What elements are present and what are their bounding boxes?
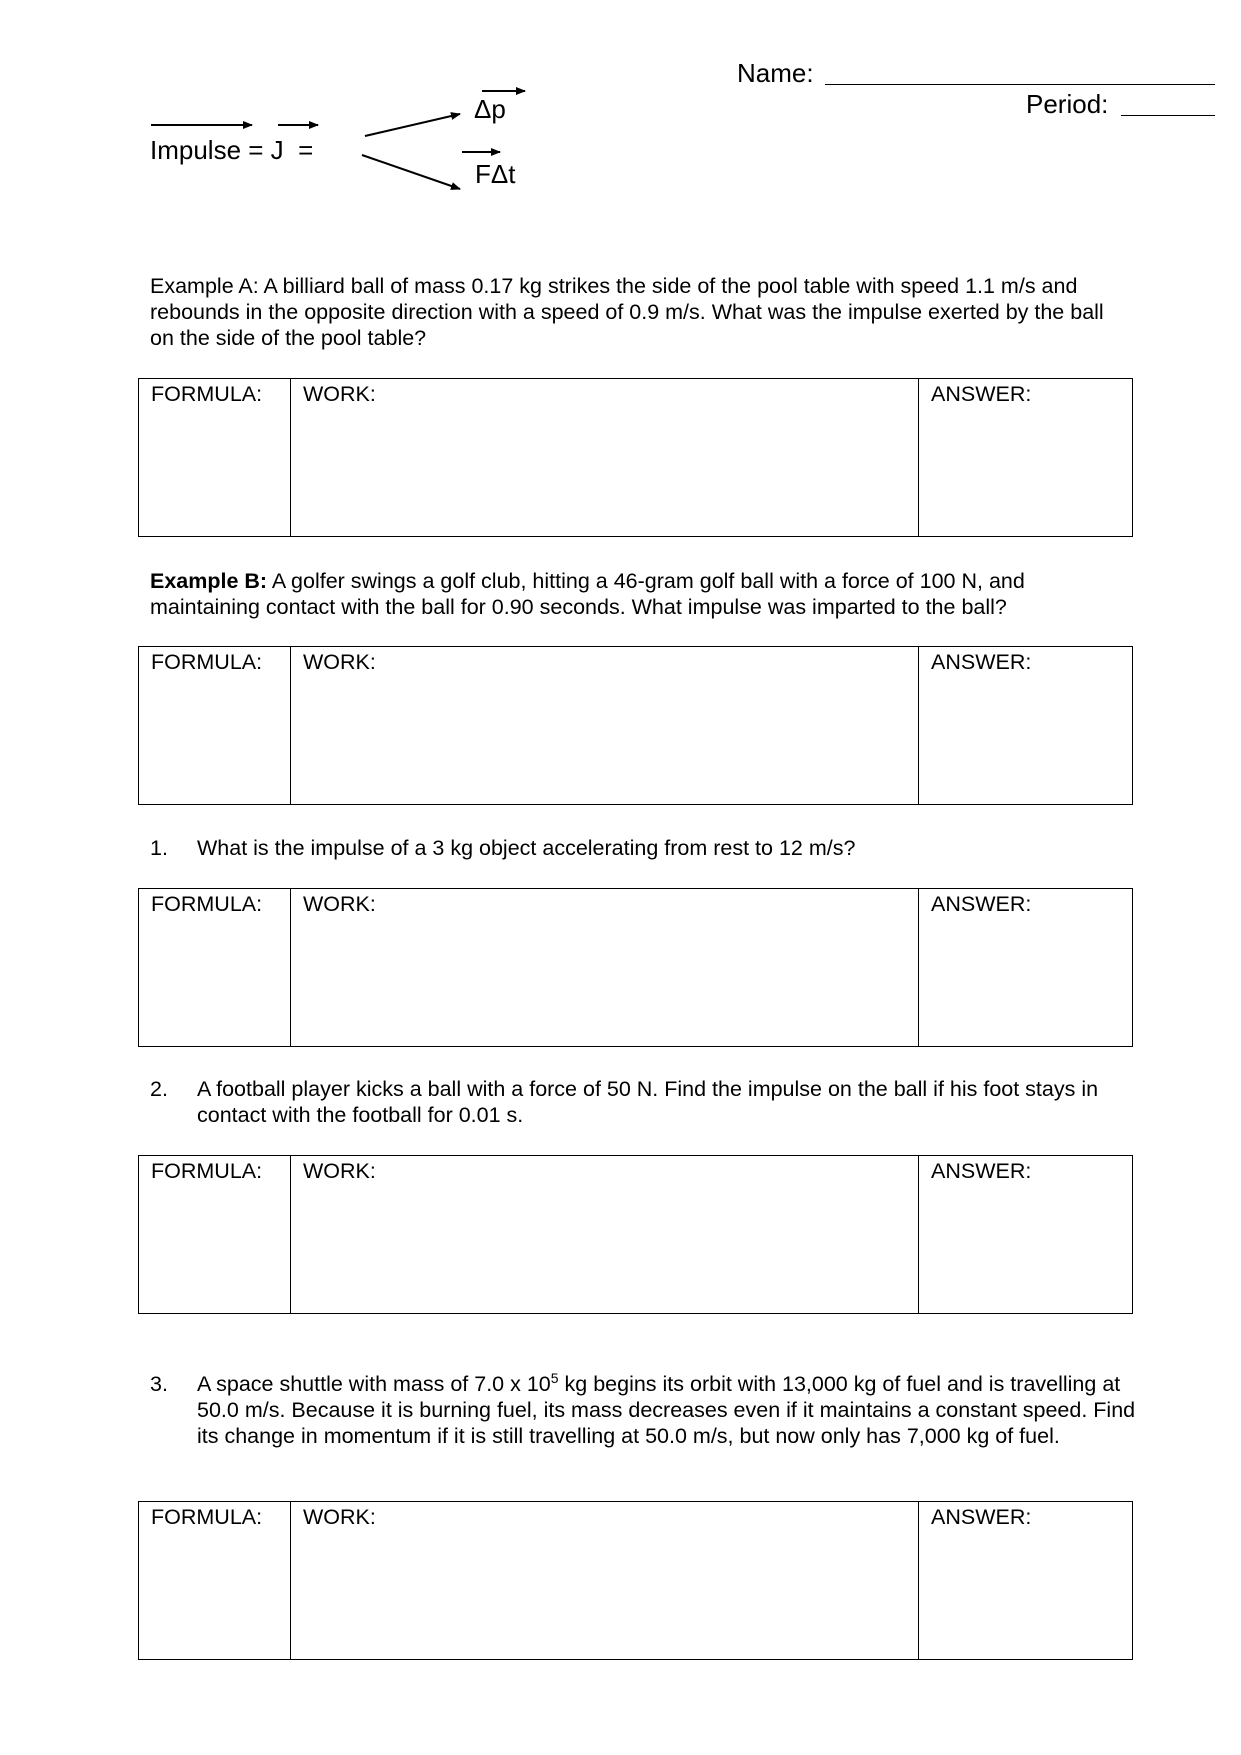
answer-label: ANSWER: (931, 892, 1032, 916)
answer-box-example-b (138, 646, 1133, 805)
q3-number: 3. (150, 1372, 168, 1396)
branch-arrow-up (365, 114, 460, 136)
formula-label: FORMULA: (151, 650, 263, 674)
formula-label: FORMULA: (151, 382, 263, 406)
formula-label: FORMULA: (151, 1159, 263, 1183)
q1-text: What is the impulse of a 3 kg object accelerating from rest to 12 m/s? (197, 836, 856, 860)
answer-label: ANSWER: (931, 1505, 1032, 1529)
answer-box-q1 (138, 888, 1133, 1047)
work-label: WORK: (303, 1159, 376, 1183)
answer-box-q2 (138, 1155, 1133, 1314)
answer-label: ANSWER: (931, 382, 1032, 406)
example-b-text (150, 568, 1130, 620)
formula-label: FORMULA: (151, 1505, 263, 1529)
answer-box-example-a (138, 378, 1133, 537)
q3-exponent: 5 (550, 1369, 559, 1386)
formula-arrows (0, 0, 560, 220)
q2-number: 2. (150, 1077, 168, 1101)
formula-label: FORMULA: (151, 892, 263, 916)
name-field[interactable] (825, 84, 1215, 85)
work-label: WORK: (303, 892, 376, 916)
impulse-formula-lhs: Impulse = J = (150, 135, 314, 165)
q1-number: 1. (150, 836, 168, 860)
example-a-text: Example A: A billiard ball of mass 0.17 kg strikes the side of the pool table with speed 1.1 m/s and rebounds in the opposite direction with a speed of 0.9 m/s. What was the impulse exerted by the ball on the side of the pool table? (150, 274, 1104, 350)
q3-text (197, 1371, 1137, 1449)
work-label: WORK: (303, 382, 376, 406)
work-label: WORK: (303, 1505, 376, 1529)
q3-text-end: kg begins its orbit with 13,000 kg of fuel and is travelling at 50.0 m/s. Because it is burning fuel, its mass decreases even if it maintains a constant speed. Find its change in momentum if it is still travelling at 50.0 m/s, but now only has 7,000 kg of fuel. (197, 1372, 1136, 1448)
period-label: Period: (1026, 89, 1109, 119)
example-b-heading: Example B: (150, 569, 268, 593)
branch-arrow-down (362, 155, 460, 189)
work-label: WORK: (303, 650, 376, 674)
q3-text-start: A space shuttle with mass of 7.0 x 10 (197, 1372, 551, 1396)
answer-box-q3 (138, 1501, 1133, 1660)
answer-label: ANSWER: (931, 650, 1032, 674)
example-b-body: A golfer swings a golf club, hitting a 46-gram golf ball with a force of 100 N, and maintaining contact with the ball for 0.90 seconds. What impulse was imparted to the ball? (150, 569, 1025, 619)
name-label: Name: (737, 58, 814, 88)
q2-text: A football player kicks a ball with a force of 50 N. Find the impulse on the ball if his foot stays in contact with the football for 0.01 s. (197, 1077, 1099, 1127)
answer-label: ANSWER: (931, 1159, 1032, 1183)
period-field[interactable] (1121, 115, 1215, 116)
f-delta-t-label: FΔt (475, 159, 516, 189)
delta-p-label: Δp (474, 94, 506, 124)
